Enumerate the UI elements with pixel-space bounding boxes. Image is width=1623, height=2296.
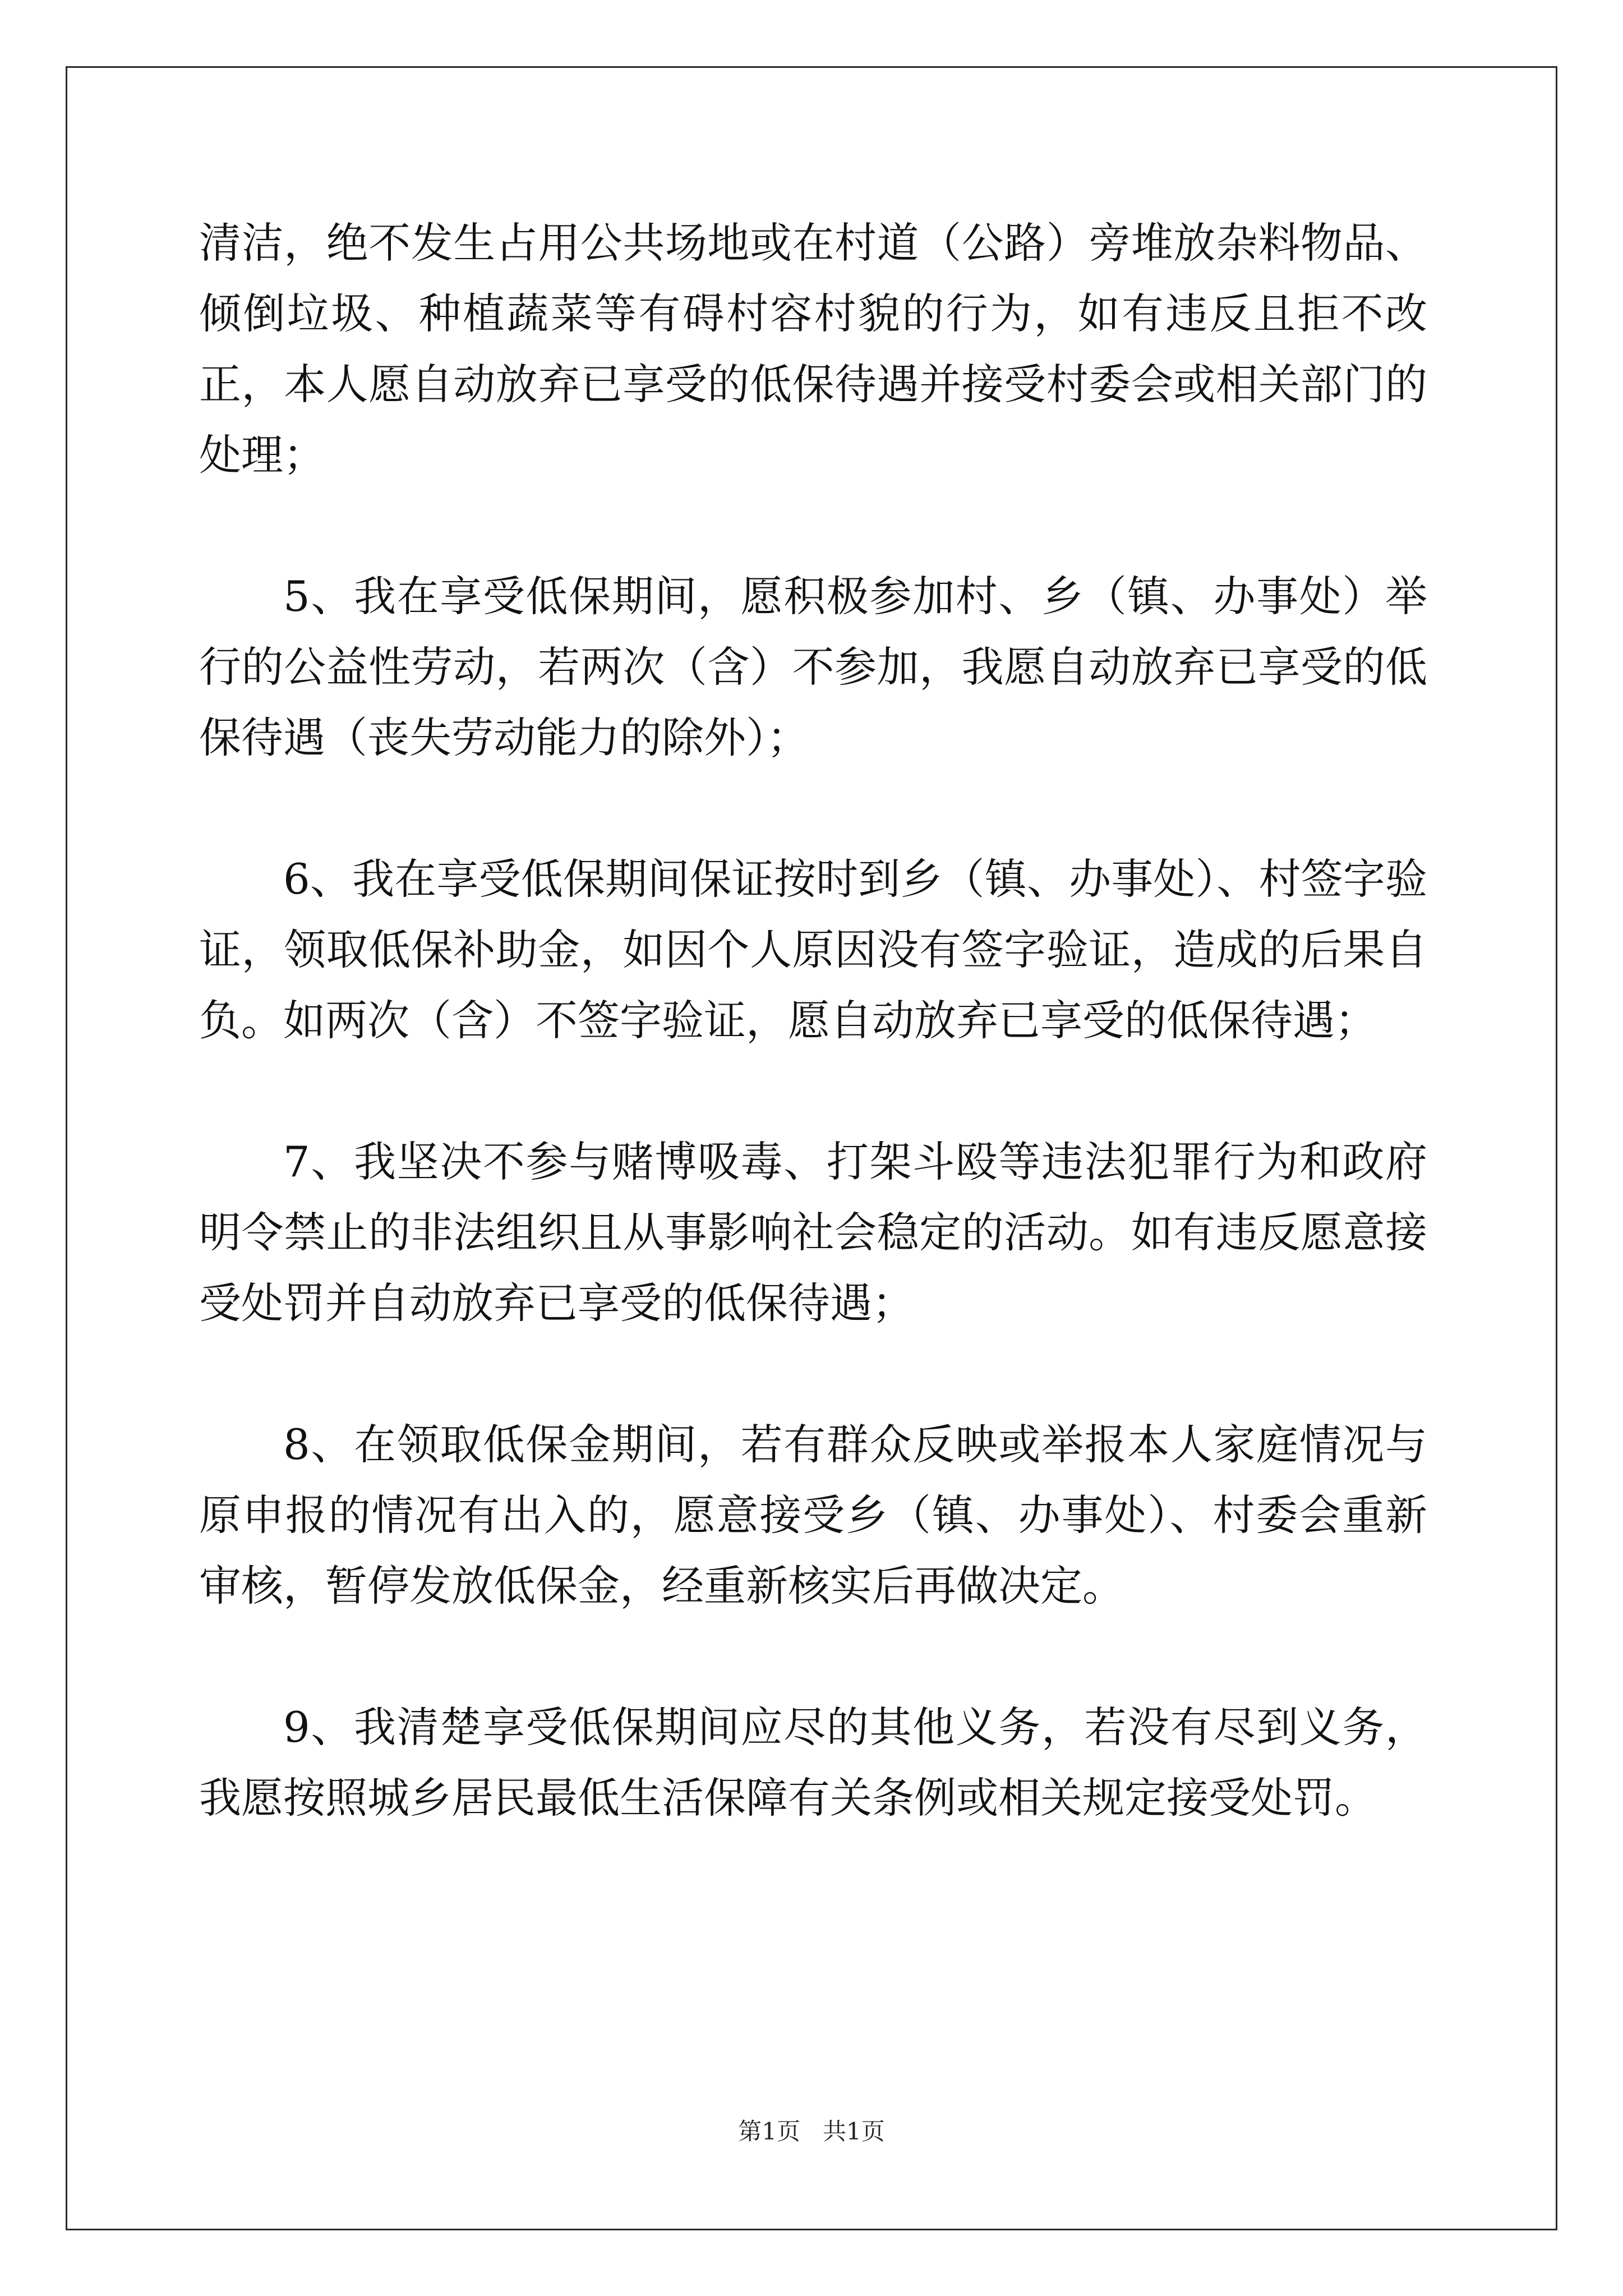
document-body xyxy=(199,208,1427,1833)
paragraph-item-5: 5、我在享受低保期间，愿积极参加村、乡（镇、办事处）举行的公益性劳动，若两次（含）不参加，我愿自动放弃已享受的低保待遇（丧失劳动能力的除外）； xyxy=(199,572,1427,762)
paragraph-item-7: 7、我坚决不参与赌博吸毒、打架斗殴等违法犯罪行为和政府明令禁止的非法组织且从事影响社会稳定的活动。如有违反愿意接受处罚并自动放弃已享受的低保待遇； xyxy=(199,1137,1427,1328)
paragraph-item-6: 6、我在享受低保期间保证按时到乡（镇、办事处）、村签字验证，领取低保补助金，如因个人原因没有签字验证，造成的后果自负。如两次（含）不签字验证，愿自动放弃已享受的低保待遇； xyxy=(199,854,1427,1045)
page-footer: 第1页 共1页 xyxy=(738,2118,885,2145)
paragraph-continuation: 清洁，绝不发生占用公共场地或在村道（公路）旁堆放杂料物品、倾倒垃圾、种植蔬菜等有碍村容村貌的行为，如有违反且拒不改正，本人愿自动放弃已享受的低保待遇并接受村委会或相关部门的处理； xyxy=(199,218,1427,480)
paragraph-item-9: 9、我清楚享受低保期间应尽的其他义务，若没有尽到义务，我愿按照城乡居民最低生活保障有关条例或相关规定接受处罚。 xyxy=(199,1703,1427,1823)
paragraph-item-8: 8、在领取低保金期间，若有群众反映或举报本人家庭情况与原申报的情况有出入的，愿意接受乡（镇、办事处）、村委会重新审核，暂停发放低保金，经重新核实后再做决定。 xyxy=(199,1420,1427,1611)
